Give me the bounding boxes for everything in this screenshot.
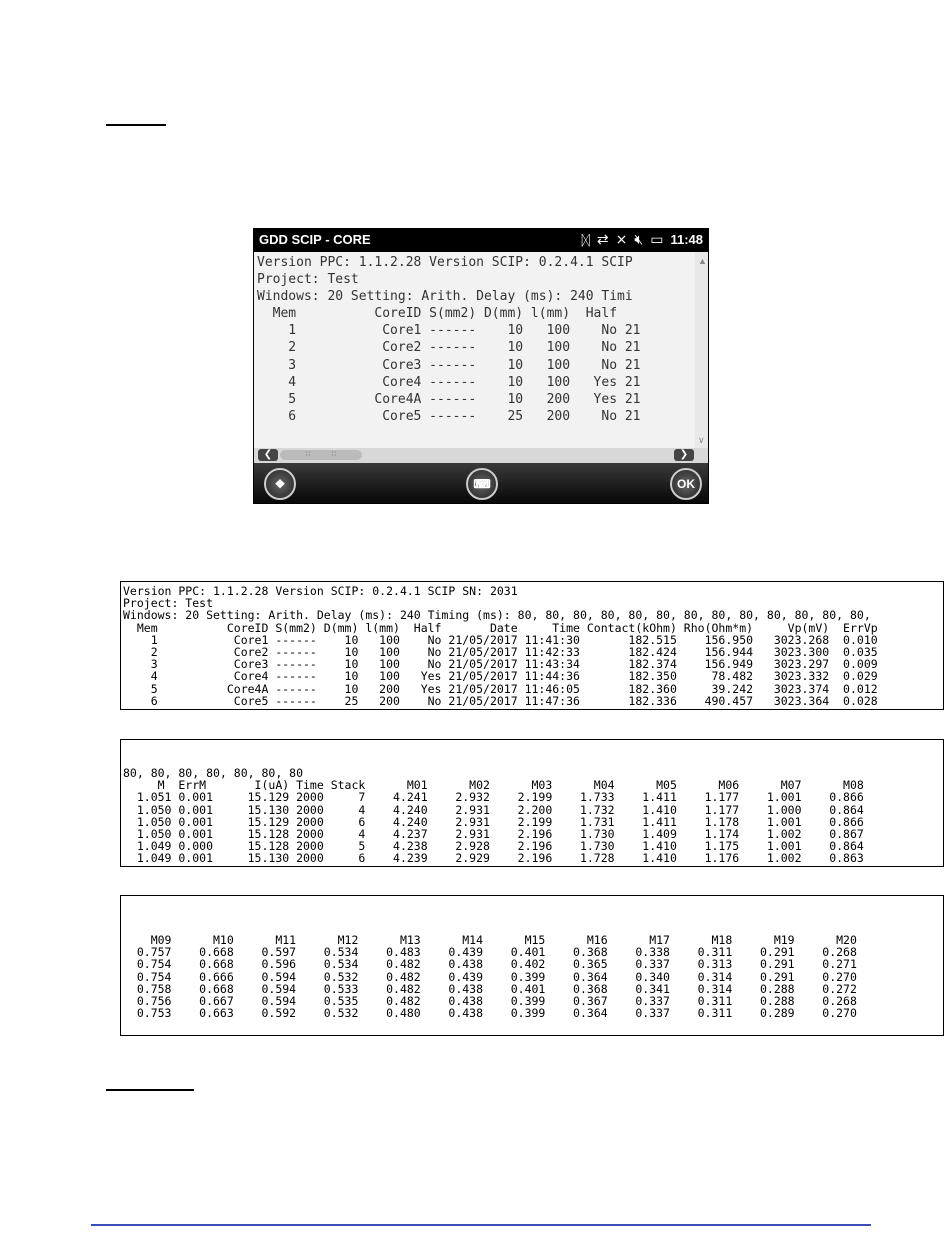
table1-line: 5 Core4A ------ 10 200 Yes 21/05/2017 11:46:05 182.360 39.242 3023.374 0.012: [123, 681, 878, 696]
vertical-scrollbar[interactable]: [695, 252, 708, 448]
device-output-line: Version PPC: 1.1.2.28 Version SCIP: 0.2.4.1 SCIP: [257, 255, 633, 270]
scroll-down-icon[interactable]: ∨: [698, 435, 705, 445]
device-output-line: 1 Core1 ------ 10 100 No 21: [257, 323, 641, 339]
table1-line: 4 Core4 ------ 10 100 Yes 21/05/2017 11:44:36 182.350 78.482 3023.332 0.029: [123, 669, 878, 684]
table3-line: 0.754 0.668 0.596 0.534 0.482 0.438 0.402 0.365 0.337 0.313 0.291 0.271: [123, 957, 857, 972]
table1-line: Version PPC: 1.1.2.28 Version SCIP: 0.2.4.1 SCIP SN: 2031: [123, 584, 518, 598]
windows-logo-icon: ❖: [274, 477, 286, 491]
table1-line: 3 Core3 ------ 10 100 No 21/05/2017 11:43:34 182.374 156.949 3023.297 0.009: [123, 657, 878, 672]
title-bar: [254, 229, 708, 252]
table2-line: 1.050 0.001 15.130 2000 4 4.240 2.931 2.200 1.732 1.410 1.177 1.000 0.864: [123, 802, 864, 817]
output-text-area[interactable]: [254, 252, 697, 448]
scroll-up-icon[interactable]: ▲: [698, 256, 707, 266]
ok-button[interactable]: OK: [670, 468, 702, 500]
results-text-part2: [121, 740, 943, 865]
device-output-line: Windows: 20 Setting: Arith. Delay (ms): 240 Timi: [257, 289, 633, 305]
table2-line: 1.051 0.001 15.129 2000 7 4.241 2.932 2.199 1.733 1.411 1.177 1.001 0.866: [123, 790, 864, 805]
section-heading-underline: [106, 124, 166, 126]
table2-line: 1.050 0.001 15.128 2000 4 4.237 2.931 2.196 1.730 1.409 1.174 1.002 0.867: [123, 827, 864, 842]
results-table-part1: [120, 581, 944, 710]
no-signal-icon[interactable]: ⨯: [615, 231, 628, 247]
output-text: [254, 252, 697, 425]
battery-icon[interactable]: ▭: [650, 231, 664, 247]
device-screenshot: [253, 228, 709, 504]
table2-line: 1.049 0.001 15.130 2000 6 4.239 2.929 2.196 1.728 1.410 1.176 1.002 0.863: [123, 851, 864, 866]
table1-line: 2 Core2 ------ 10 100 No 21/05/2017 11:42:33 182.424 156.944 3023.300 0.035: [123, 645, 878, 660]
footer-rule: [91, 1224, 871, 1226]
table3-line: M09 M10 M11 M12 M13 M14 M15 M16 M17 M18 M19 M20: [123, 933, 857, 947]
windows-start-button[interactable]: [264, 468, 296, 500]
horizontal-scrollbar[interactable]: [254, 448, 708, 463]
results-text-part1: [121, 582, 943, 707]
device-output-line: Mem CoreID S(mm2) D(mm) l(mm) Half: [257, 306, 618, 322]
table3-line: 0.756 0.667 0.594 0.535 0.482 0.438 0.399 0.367 0.337 0.311 0.288 0.268: [123, 994, 857, 1009]
sync-icon[interactable]: ⇄: [596, 231, 609, 247]
clock[interactable]: 11:48: [670, 232, 703, 247]
results-text-part3: [121, 896, 943, 1019]
table2-line: 1.049 0.000 15.128 2000 5 4.238 2.928 2.196 1.730 1.410 1.175 1.001 0.864: [123, 839, 864, 854]
device-output-line: 4 Core4 ------ 10 100 Yes 21: [257, 374, 641, 390]
table1-line: Windows: 20 Setting: Arith. Delay (ms): 240 Timing (ms): 80, 80, 80, 80, 80, 80, 80, 80, 80, 80, 80, 80, 80,: [123, 608, 871, 623]
device-output-line: 3 Core3 ------ 10 100 No 21: [257, 357, 641, 373]
device-output-line: 6 Core5 ------ 25 200 No 21: [257, 408, 641, 424]
table3-line: 0.757 0.668 0.597 0.534 0.483 0.439 0.401 0.368 0.338 0.311 0.291 0.268: [123, 945, 857, 960]
scroll-right-icon[interactable]: ❯: [674, 449, 694, 461]
table1-line: Mem CoreID S(mm2) D(mm) l(mm) Half Date Time Contact(kOhm) Rho(Ohm*m) Vp(mV) ErrVp: [123, 620, 878, 635]
table3-line: 0.753 0.663 0.592 0.532 0.480 0.438 0.399 0.364 0.337 0.311 0.289 0.270: [123, 1006, 857, 1021]
table2-line: M ErrM I(uA) Time Stack M01 M02 M03 M04 M05 M06 M07 M08: [123, 778, 864, 793]
device-output-line: 5 Core4A ------ 10 200 Yes 21: [257, 391, 641, 407]
table1-line: Project: Test: [123, 596, 214, 611]
keyboard-button[interactable]: [466, 468, 498, 500]
scroll-left-icon[interactable]: ❮: [258, 449, 278, 461]
scrollbar-thumb[interactable]: ∷ ∷: [280, 450, 362, 460]
taskbar: [254, 463, 708, 504]
table2-line: 1.050 0.001 15.129 2000 6 4.240 2.931 2.199 1.731 1.411 1.178 1.001 0.866: [123, 814, 864, 829]
device-output-line: 2 Core2 ------ 10 100 No 21: [257, 340, 641, 356]
keyboard-icon: ⌨: [473, 477, 491, 491]
table3-line: 0.758 0.668 0.594 0.533 0.482 0.438 0.401 0.368 0.341 0.314 0.288 0.272: [123, 981, 857, 996]
app-title: GDD SCIP - CORE: [259, 232, 371, 247]
results-table-part3: [120, 895, 944, 1036]
table2-line: 80, 80, 80, 80, 80, 80, 80: [123, 766, 304, 780]
device-output-line: Project: Test: [257, 272, 359, 288]
bluetooth-icon[interactable]: ᛞ: [581, 231, 590, 248]
table1-line: 1 Core1 ------ 10 100 No 21/05/2017 11:41:30 182.515 156.950 3023.268 0.010: [123, 632, 878, 647]
status-icons: [582, 231, 703, 248]
results-table-part2: [120, 739, 944, 867]
section-heading-underline-2: [106, 1089, 194, 1091]
table3-line: 0.754 0.666 0.594 0.532 0.482 0.439 0.399 0.364 0.340 0.314 0.291 0.270: [123, 969, 857, 984]
table1-line: 6 Core5 ------ 25 200 No 21/05/2017 11:47:36 182.336 490.457 3023.364 0.028: [123, 693, 878, 708]
speaker-muted-icon[interactable]: 🔇︎: [634, 231, 644, 247]
